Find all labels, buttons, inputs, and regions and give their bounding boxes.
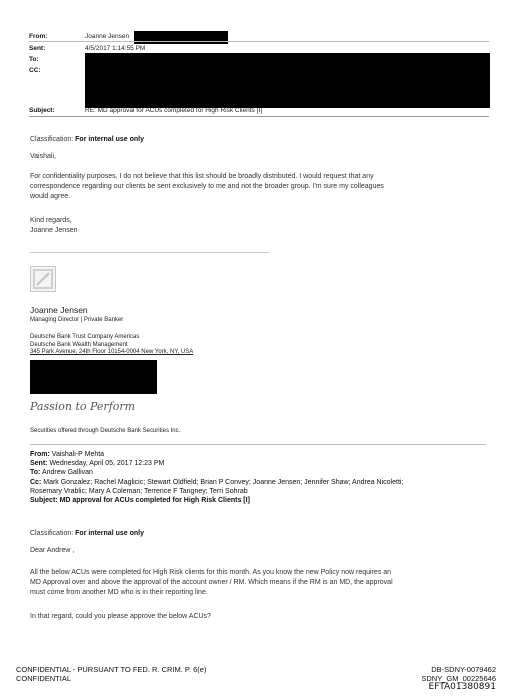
- reply-body: [30, 172, 490, 202]
- classification-value: For internal use only: [75, 136, 144, 143]
- address-line: Deutsche Bank Trust Company Americas: [30, 334, 140, 340]
- classification-label: Classification:: [30, 136, 74, 143]
- signature-divider: [30, 252, 270, 253]
- classification-label: Classification:: [30, 530, 74, 537]
- cc-label: CC:: [29, 67, 41, 74]
- sent-label: Sent:: [29, 45, 46, 52]
- efta-number: EFTA01380891: [428, 682, 496, 692]
- deutsche-bank-logo-icon: [30, 266, 56, 292]
- original-from: From: Vaishali-P Mehta: [30, 451, 105, 458]
- bates-number: SDNY_GM_00225646: [421, 674, 496, 683]
- body-line: would agree.: [30, 193, 71, 200]
- slogan: Passion to Perform: [30, 400, 136, 413]
- from-label: From:: [29, 33, 48, 40]
- original-classification-line: [30, 529, 144, 539]
- closing: [30, 216, 77, 236]
- signature-title: Managing Director | Private Banker: [30, 317, 124, 323]
- closing-text: Kind regards,: [30, 217, 72, 224]
- address-line: Deutsche Bank Wealth Management: [30, 341, 128, 348]
- sent-value: 4/5/2017 1:14:55 PM: [85, 45, 146, 52]
- from-value: Joanne Jensen: [85, 33, 130, 40]
- bates-number: DB-SDNY-0079462: [431, 665, 496, 674]
- closing-name: Joanne Jensen: [30, 227, 78, 234]
- redaction-bar: [30, 360, 157, 394]
- redaction-bar: [85, 53, 490, 108]
- original-subject: Subject: MD approval for ACUs completed for High Risk Clients [I]: [30, 497, 250, 505]
- header-rule: [29, 41, 489, 42]
- subject-label: Subject:: [29, 107, 55, 114]
- original-to: To: Andrew Gallivan: [30, 469, 93, 477]
- original-cc: Cc: Mark Gonzalez; Rachel Maglicic; Stewart Oldfield; Brian P Convey; Joanne Jensen; Jennifer Shaw; Andrea Nicoletti;: [30, 478, 404, 486]
- to-label: To:: [29, 56, 39, 63]
- confidential-notice: CONFIDENTIAL - PURSUANT TO FED. R. CRIM. P. 6(e): [16, 665, 207, 674]
- body-line: All the below ACUs were completed for High Risk clients for this month. As you know the new Policy now requires an: [30, 569, 392, 576]
- classification-line: [30, 135, 144, 145]
- footer-left: [16, 665, 206, 683]
- body-line: For confidentiality purposes, I do not believe that this list should be broadly distributed. I would request that any: [30, 173, 374, 180]
- original-greeting: Dear Andrew ,: [30, 547, 75, 554]
- address-line: 345 Park Avenue, 24th Floor 10154-0004 New York, NY, USA: [30, 349, 194, 355]
- original-request: In that regard, could you please approve the below ACUs?: [30, 613, 211, 620]
- body-line: must come from another MD who is in their reporting line.: [30, 589, 208, 596]
- subject-value: RE: MD approval for ACUs completed for High Risk Clients [I]: [85, 107, 263, 114]
- body-line: MD Approval over and above the approval of the account owner / RM. Which means if the RM is an MD, the approval: [30, 579, 393, 586]
- footer-right: [421, 665, 496, 692]
- body-line: correspondence regarding our clients be sent exclusively to me and not the broader group. I'm sure my colleagues: [30, 183, 384, 190]
- original-header: [30, 450, 490, 505]
- original-sent: Sent: Wednesday, April 05, 2017 12:23 PM: [30, 460, 165, 468]
- confidential-label: CONFIDENTIAL: [16, 674, 72, 683]
- signature-name: Joanne Jensen: [30, 305, 88, 315]
- redaction-bar: [134, 31, 228, 44]
- original-message-divider: [30, 444, 486, 445]
- securities-note: Securities offered through Deutsche Bank Securities Inc.: [30, 428, 181, 434]
- greeting: Vaishali,: [30, 153, 56, 160]
- original-body: [30, 568, 495, 598]
- signature-address: [30, 334, 193, 357]
- original-cc-continued: Rosemary Vrablic; Mary A Coleman; Terrence F Tangney; Terri Sohrab: [30, 487, 248, 495]
- header-rule: [29, 116, 489, 117]
- classification-value: For internal use only: [75, 530, 144, 537]
